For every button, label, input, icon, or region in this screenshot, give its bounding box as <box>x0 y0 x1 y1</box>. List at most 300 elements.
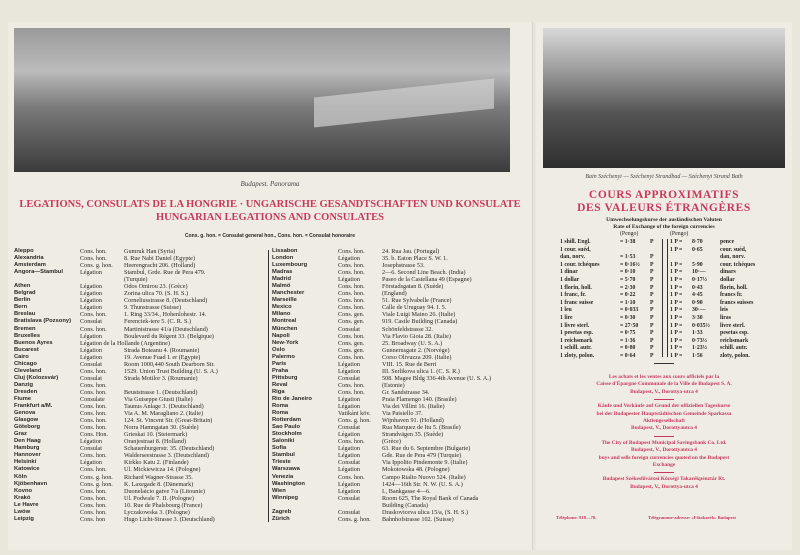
consulate-address: Room 1000,440 South Dearborn Str. <box>124 360 215 368</box>
rate-value: 8·70 <box>692 239 703 245</box>
rate-unit: P <box>650 299 654 306</box>
consulate-address: Heerengracht 206. (Holland) <box>124 262 196 270</box>
consulate-city: Stockholm <box>272 431 302 438</box>
consulate-address: Via A. M. Maragliano 2. (Italie) <box>124 410 204 418</box>
rate-label: 1 P = <box>670 246 683 253</box>
consulate-address: Campo Rialto Nuovo 524. (Italie) <box>382 473 466 481</box>
consulate-address: 508. Magee Bldg 336-4th Avenue (U. S. A.) <box>382 374 492 382</box>
consulate-row <box>272 269 530 276</box>
rate-value: 0·035½ <box>692 322 710 329</box>
rate-label: 1 dinar <box>560 269 578 276</box>
rate-row <box>560 247 660 255</box>
consulate-row <box>14 283 266 290</box>
consulate-row <box>14 389 266 396</box>
rate-unit: liras <box>720 314 731 321</box>
consulate-address: Draskoviceva ulica 15/a, (S. H. S.) <box>382 508 469 516</box>
rate-row <box>670 277 778 285</box>
rate-unit: P <box>650 292 654 299</box>
consulate-type: Légation <box>80 459 102 467</box>
rate-row <box>560 300 660 308</box>
consulate-address: 19. Avenue Fuad I. er (Egypte) <box>124 353 201 361</box>
consulate-row <box>272 403 530 410</box>
consulate-address: Martinistrasse 41/a (Deutschland) <box>124 325 208 333</box>
consulate-type: Cons. hon <box>80 515 106 523</box>
rate-unit: P <box>650 322 654 329</box>
consulate-address: Kirkko Katu 2. (Finlande) <box>124 459 189 467</box>
consulate-row <box>272 340 530 347</box>
consulate-type: Légation <box>80 353 102 361</box>
consulate-row <box>14 417 266 424</box>
consulate-type: Consulat <box>80 445 103 453</box>
consulate-type: Cons. gen. <box>338 339 365 347</box>
consulate-row <box>272 389 530 396</box>
consulate-address: 1. Ring 33/34., Hohenlohestr. 14. <box>124 311 207 319</box>
consulate-address: Via Ippolito Pindemonte 9. (Italie) <box>382 459 468 467</box>
consulate-city: Roma <box>272 410 289 417</box>
consulate-type: Cons. hon. <box>80 403 107 411</box>
consulate-row <box>14 495 266 502</box>
rates-right <box>670 239 778 361</box>
rate-value: = 0·033 <box>620 307 639 314</box>
consulate-city: München <box>272 325 298 332</box>
consulate-city: Bern <box>14 304 28 311</box>
consulate-row <box>272 481 530 488</box>
rate-unit: pence <box>720 239 735 245</box>
pengo-header-right: (Pengo) <box>670 231 689 237</box>
consulate-city: Reval <box>272 381 288 388</box>
consulate-row <box>14 481 266 488</box>
consulate-row <box>14 410 266 417</box>
consulate-city: Madras <box>272 269 293 276</box>
consulate-address: 919. Castle Building (Canada) <box>382 318 458 326</box>
rate-unit: P <box>650 254 654 261</box>
bank-note-line: Budapest Székesfővárosi Községi Takarékpénztár Rt. <box>602 476 726 483</box>
consulate-row <box>272 262 530 269</box>
rate-row <box>560 292 660 300</box>
consulate-row <box>14 354 266 361</box>
consulate-address: Ferenciek-tere 5. (C. R. S.) <box>124 318 192 326</box>
consulate-city: Genova <box>14 410 36 417</box>
consulate-address: Gr. Sandstrasse 34. <box>382 388 430 396</box>
consulate-type: Cons. g. hon. <box>338 417 371 425</box>
consulate-city: Danzig <box>14 381 34 388</box>
rate-value: = 27·50 <box>620 322 639 329</box>
rate-value: 5·90 <box>692 261 703 268</box>
consulate-type: Cons. hon. <box>80 255 107 263</box>
consulate-type: Cons. hon. <box>80 248 107 255</box>
consulate-row <box>272 431 530 438</box>
rate-unit: P <box>650 261 654 268</box>
consulate-address: Mokotowska 48. (Pologne) <box>382 466 450 474</box>
consulate-city: Pittsburg <box>272 374 298 381</box>
rate-label: 1 P = <box>670 330 683 337</box>
rate-unit: P <box>650 337 654 344</box>
consulate-city: Lwów <box>14 508 31 515</box>
rate-label: 1 P = <box>670 314 683 321</box>
consulate-city: Rio de Janeiro <box>272 395 312 402</box>
consulate-address: Bahnhofstrasse 102. (Suisse) <box>382 515 454 523</box>
consulate-address: Rua Marquez de Itu 5. (Brasile) <box>382 424 461 432</box>
consulate-address: Richard Wagner-Strasse 35. <box>124 473 193 481</box>
rate-row <box>560 285 660 293</box>
consulate-address: Walderseestrasse 3. (Deutschland) <box>124 452 209 460</box>
rate-value: = 2·30 <box>620 284 636 291</box>
consulate-address: Calle de Uruguay 94. I. 5. <box>382 304 447 312</box>
consulate-type: Cons. hon. <box>338 473 365 481</box>
rate-row <box>560 345 660 353</box>
rate-label: 1 P = <box>670 337 683 344</box>
rate-row <box>670 285 778 293</box>
consulate-city: Manchester <box>272 290 305 297</box>
rate-label: 1 lire <box>560 314 573 321</box>
consulate-address: Room 625, The Royal Bank of Canada <box>382 494 479 502</box>
consulate-city: Göteborg <box>14 424 41 431</box>
rate-row <box>670 247 778 255</box>
rate-row <box>560 269 660 277</box>
rate-row <box>670 254 778 262</box>
consulate-address: Odos Omirou 23. (Grèce) <box>124 283 188 291</box>
consulate-type: Légation <box>80 297 102 305</box>
column-divider <box>268 250 269 522</box>
consulate-address: Via Flavio Gioia 28. (Italie) <box>382 332 451 340</box>
rate-label: 1 reichsmark <box>560 337 593 344</box>
consulate-address: 9. Thunstrasse (Suisse) <box>124 304 182 312</box>
rate-label: 1 dollar <box>560 276 580 283</box>
consulate-address: 124. St. Vincent Str. (Great-Britain) <box>124 417 213 425</box>
consulate-type: Consulat <box>80 374 103 382</box>
bank-note-line: Budapest, V., Dorottyautca 4 <box>631 425 697 432</box>
consulate-city: Winnipeg <box>272 494 299 501</box>
consulate-type: Légation <box>80 332 102 340</box>
consulate-city: London <box>272 255 294 262</box>
consulate-city: Amsterdam <box>14 262 46 269</box>
consulate-type: Cons. hon. <box>338 269 365 277</box>
consulate-city: Sofia <box>272 445 287 452</box>
rate-label: 1 cour. tchéques <box>560 261 600 268</box>
consulate-type: Légation <box>80 346 102 354</box>
bank-note-line: Budapest, V., Dorottya-utca 4 <box>630 388 698 395</box>
consulate-address: Wijnhaven 91. (Holland) <box>382 417 444 425</box>
abbreviation-legend: Cons. g. hon. = Consulat general hon., Cons. hon. = Consulat honoraire <box>184 233 355 239</box>
consulate-type: Cons. hon. <box>80 417 107 425</box>
rate-label: 1 franc, fr. <box>560 292 586 299</box>
rate-value: = 0·30 <box>620 314 636 321</box>
consulate-type: Cons. g. hon. <box>80 473 113 481</box>
consulate-address: Corso Olivuzza 209. (Italie) <box>382 353 452 361</box>
consulate-row <box>14 304 266 311</box>
consulate-type: Cons. hon. <box>80 325 107 333</box>
consulate-city: Montreal <box>272 318 297 325</box>
consulate-row <box>14 452 266 459</box>
consulate-city: Den Haag <box>14 438 41 445</box>
consulate-row <box>14 290 266 297</box>
consulate-row <box>272 283 530 290</box>
rate-value: = 0·10 <box>620 269 636 276</box>
rate-label: 1 P = <box>670 292 683 299</box>
consulate-address: Grieskai 10. (Steiermark) <box>124 431 188 439</box>
consulate-city: Washington <box>272 480 305 487</box>
consulate-city: Paris <box>272 360 287 367</box>
rate-row <box>560 315 660 323</box>
consulate-address: Lyczakowska 3. (Pologne) <box>124 508 190 516</box>
consulate-row <box>272 326 530 333</box>
rate-value: 1·56 <box>692 352 703 359</box>
consulate-city: Helsinki <box>14 459 37 466</box>
rate-value: 0·43 <box>692 284 703 291</box>
consulate-city: Hannover <box>14 452 41 459</box>
rate-value: 10·— <box>692 269 706 276</box>
consulate-address: Schauenburgerstr. 35. (Deutschland) <box>124 445 215 453</box>
consulate-address: Norra Hamngatan 30. (Suède) <box>124 424 199 432</box>
rates-divider <box>662 239 668 357</box>
consulate-address: Via dei Villini 16. (Italie) <box>382 403 445 411</box>
consulate-row <box>14 333 266 340</box>
consulate-address: Gde. Rue de Pera 479 (Turquie) <box>382 452 462 460</box>
consulate-row <box>272 488 530 495</box>
consulate-city: Bratislava (Pozsony) <box>14 318 72 325</box>
consulate-type: Cons. hon. <box>80 410 107 418</box>
consulate-city: Athen <box>14 283 31 290</box>
consulate-row <box>272 290 530 297</box>
consulate-type: Cons. hon. <box>80 311 107 319</box>
consulate-city: Cairo <box>14 353 29 360</box>
consulate-city: Le Havre <box>14 501 39 508</box>
rate-row <box>560 239 660 247</box>
consulate-city: Katowice <box>14 466 40 473</box>
consulate-row <box>14 488 266 495</box>
consulate-row <box>14 396 266 403</box>
photo-caption: Budapest. Panorama <box>240 180 300 188</box>
rate-label: 1 franc suisse <box>560 299 594 306</box>
consulate-type: Consulat <box>80 318 103 326</box>
rate-unit: P <box>650 239 654 245</box>
consulate-row <box>272 361 530 368</box>
consulate-city: Fiume <box>14 395 32 402</box>
consulate-type: Légation de la Hollande (Argentine) <box>80 339 170 347</box>
consulate-city: Leipzig <box>14 515 34 522</box>
consulate-type: Légation <box>338 255 360 263</box>
consulate-type: Consulate <box>80 395 105 403</box>
rate-unit: florin, holl. <box>720 284 748 291</box>
rate-value: = 0·22 <box>620 292 636 299</box>
rate-unit: pesetas esp. <box>720 330 749 337</box>
consulate-city: Bruxelles <box>14 332 41 339</box>
rate-row <box>670 269 778 277</box>
consulate-address: Beuststrasse 1. (Deutschland) <box>124 388 198 396</box>
consulate-row <box>14 474 266 481</box>
consulate-type: Légation <box>338 276 360 284</box>
rate-label: 1 P = <box>670 276 683 283</box>
rate-label: 1 cour. suéd, <box>560 246 591 253</box>
consulate-row <box>14 459 266 466</box>
rate-unit: schill. autr. <box>720 345 748 352</box>
consulate-type: Cons. hon. <box>338 297 365 305</box>
consulate-type: Légation <box>338 452 360 460</box>
rate-unit: reichsmark <box>720 337 749 344</box>
rate-label: 1 schill. autr. <box>560 345 592 352</box>
consulate-address: Förstadsgatan 8. (Suède) <box>382 283 444 291</box>
consulate-row <box>272 459 530 466</box>
consulate-type: Cons. gen. <box>338 346 365 354</box>
consulate-address: Josephstrasse 53. <box>382 262 425 270</box>
section-subtitle: HUNGARIAN LEGATIONS AND CONSULATES <box>155 212 385 223</box>
consulate-type: Consulat <box>338 459 361 467</box>
rate-unit: dollar <box>720 276 735 283</box>
consulate-type: Vatikáni köv. <box>338 410 371 418</box>
consulate-row <box>272 474 530 481</box>
consulate-row <box>14 375 266 382</box>
note-separator <box>654 472 674 473</box>
consulate-city: Rotterdam <box>272 417 301 424</box>
consulate-city: Marseille <box>272 297 297 304</box>
rate-unit: P <box>650 284 654 291</box>
consulate-city: Riga <box>272 388 285 395</box>
consulate-row <box>14 516 266 523</box>
consulate-row <box>272 375 530 382</box>
consulate-city: Bucarest <box>14 346 39 353</box>
consulate-type: Légation <box>338 367 360 375</box>
rate-label: 1 P = <box>670 322 683 329</box>
consulate-address: Viale Luigi Maino 26. (Italie) <box>382 311 456 319</box>
rate-value: = 1·10 <box>620 299 636 306</box>
consulate-type: Cons. hon. <box>338 438 365 446</box>
consulate-row <box>272 255 530 262</box>
rate-unit: P <box>650 345 654 352</box>
consulate-row <box>272 276 530 283</box>
consulate-row <box>14 368 266 375</box>
consulate-row <box>272 368 530 375</box>
consulate-type: Légation <box>338 403 360 411</box>
consulate-row <box>272 495 530 502</box>
rate-row <box>670 307 778 315</box>
consulate-type: Cons. hon. <box>338 353 365 361</box>
consulate-row <box>14 424 266 431</box>
consulate-type: Cons. hon. <box>338 304 365 312</box>
consulate-address: Gunnerusgate 2. (Norvège) <box>382 346 450 354</box>
consulate-address: III. Serlikova ulica 1. (C. S. R.) <box>382 367 460 375</box>
consulate-row <box>14 269 266 276</box>
rates-title: COURS APPROXIMATIFS <box>588 189 740 201</box>
bank-note-line: bei der Budapester Hauptstädtischen Gemeinde Sparkassa <box>596 410 732 417</box>
rate-row <box>560 254 660 262</box>
rate-value: = 0·75 <box>620 330 636 337</box>
consulate-type: Consulat <box>338 494 361 502</box>
consulate-city: Zagreb <box>272 508 292 515</box>
bank-note-line: buys and sells foreign currencies quoted on the Budapest <box>598 454 730 461</box>
rate-value: 3·30 <box>692 314 703 321</box>
rates-title-2: DES VALEURS ÉTRANGÈRES <box>577 202 751 214</box>
consulate-address: VIII. 15. Rue de Berri <box>382 360 437 368</box>
consulate-address: Via Guiseppe Giusti (Italie) <box>124 395 193 403</box>
rate-unit: P <box>650 352 654 359</box>
consulate-type: Cons. hon. <box>338 332 365 340</box>
consulate-address: Gumruk Han (Syria) <box>124 248 176 255</box>
rate-value: = 5·70 <box>620 276 636 283</box>
rate-row <box>560 262 660 270</box>
consulate-row <box>14 311 266 318</box>
consulate-row <box>14 502 266 509</box>
consulate-type: Légation <box>338 431 360 439</box>
consulate-type: Cons. hon. <box>80 487 107 495</box>
rate-row <box>670 239 778 247</box>
telephone: Téléphone: 818—70. <box>556 515 597 520</box>
consulate-city: Napoli <box>272 332 290 339</box>
consulate-city: Angora—Stambul <box>14 269 63 276</box>
rate-unit: cour. suéd, <box>720 246 747 253</box>
consulate-address: 2—6. Second Line Beach. (India) <box>382 269 466 277</box>
consulate-row <box>14 276 266 283</box>
consulate-city: Cleveland <box>14 367 42 374</box>
consulate-address: I., Bankgasse 4—6. <box>382 487 431 495</box>
consulate-type: Cons. g. hon. <box>80 262 113 270</box>
rate-value: 4·45 <box>692 292 703 299</box>
consulate-row <box>14 326 266 333</box>
consulate-row <box>14 361 266 368</box>
consulate-address: Strandvägen 35. (Suède) <box>382 431 443 439</box>
separator <box>654 363 674 364</box>
consulate-type: Légation <box>338 395 360 403</box>
rate-row <box>560 277 660 285</box>
consulate-type: Cons. hon. <box>338 262 365 270</box>
consulate-row <box>272 333 530 340</box>
consulate-type: Consulat <box>338 424 361 432</box>
consulate-address: Praia Flamengo 140. (Brasile) <box>382 395 457 403</box>
consulate-city: Berlin <box>14 297 31 304</box>
pengo-header-left: (Pengo) <box>620 231 639 237</box>
rate-value: 0·90 <box>692 299 703 306</box>
rate-value: = 0·80 <box>620 345 636 352</box>
bank-note-line: Les achats et les ventes aux cours officiels par la <box>608 374 720 380</box>
rate-unit: livre sterl. <box>720 322 746 329</box>
rate-label: 1 zloty, polon. <box>560 352 595 359</box>
consulate-address: Strada Motilor 3. (Roumanie) <box>124 374 198 382</box>
consulate-row <box>14 340 266 347</box>
consulate-address: Strada Boteanu 4. (Roumanie) <box>124 346 200 354</box>
note-separator <box>654 399 674 400</box>
consulate-row <box>272 318 530 325</box>
rate-unit: cour. tchéques <box>720 261 756 268</box>
rate-unit: P <box>650 330 654 337</box>
section-title: LEGATIONS, CONSULATS DE LA HONGRIE · UNGARISCHE GESANDTSCHAFTEN UND KONSULATE <box>19 199 521 210</box>
rate-unit: francs suisses <box>720 299 754 306</box>
consulate-type: Consulat <box>338 325 361 333</box>
rate-value: = 0·64 <box>620 352 636 359</box>
budapest-panorama-photo <box>14 28 510 172</box>
consulate-address: Stambul, Grde. Rue de Pera 479. <box>124 269 206 277</box>
consulate-city: Milano <box>272 311 291 318</box>
consulate-type: Cons. gen. <box>338 318 365 326</box>
rate-value: = 0·16½ <box>620 261 640 268</box>
consulate-city: Aleppo <box>14 248 34 254</box>
consulate-type: Légation <box>80 304 102 312</box>
bank-note-line: Exchange <box>652 462 676 468</box>
consulate-row <box>14 431 266 438</box>
consulate-row <box>272 424 530 431</box>
consulate-type: Cons. hon. <box>80 381 107 389</box>
consulate-city: Palermo <box>272 353 295 360</box>
consulate-type: Légation <box>80 283 102 291</box>
consulate-city: Belgrad <box>14 290 36 297</box>
consulate-city: Saloniki <box>272 438 295 445</box>
consulate-city: Graz <box>14 431 27 438</box>
rate-row <box>560 353 660 361</box>
bank-note-line: Käufe und Verkäufe auf Grund der offiziellen Tageskurse <box>597 403 731 410</box>
consulate-row <box>14 248 266 255</box>
consulate-city: Stambul <box>272 452 295 459</box>
consulate-address: 24. Rua Jau. (Portugal) <box>382 248 440 255</box>
rate-label: 1 P = <box>670 299 683 306</box>
consulate-type: Légation <box>338 466 360 474</box>
